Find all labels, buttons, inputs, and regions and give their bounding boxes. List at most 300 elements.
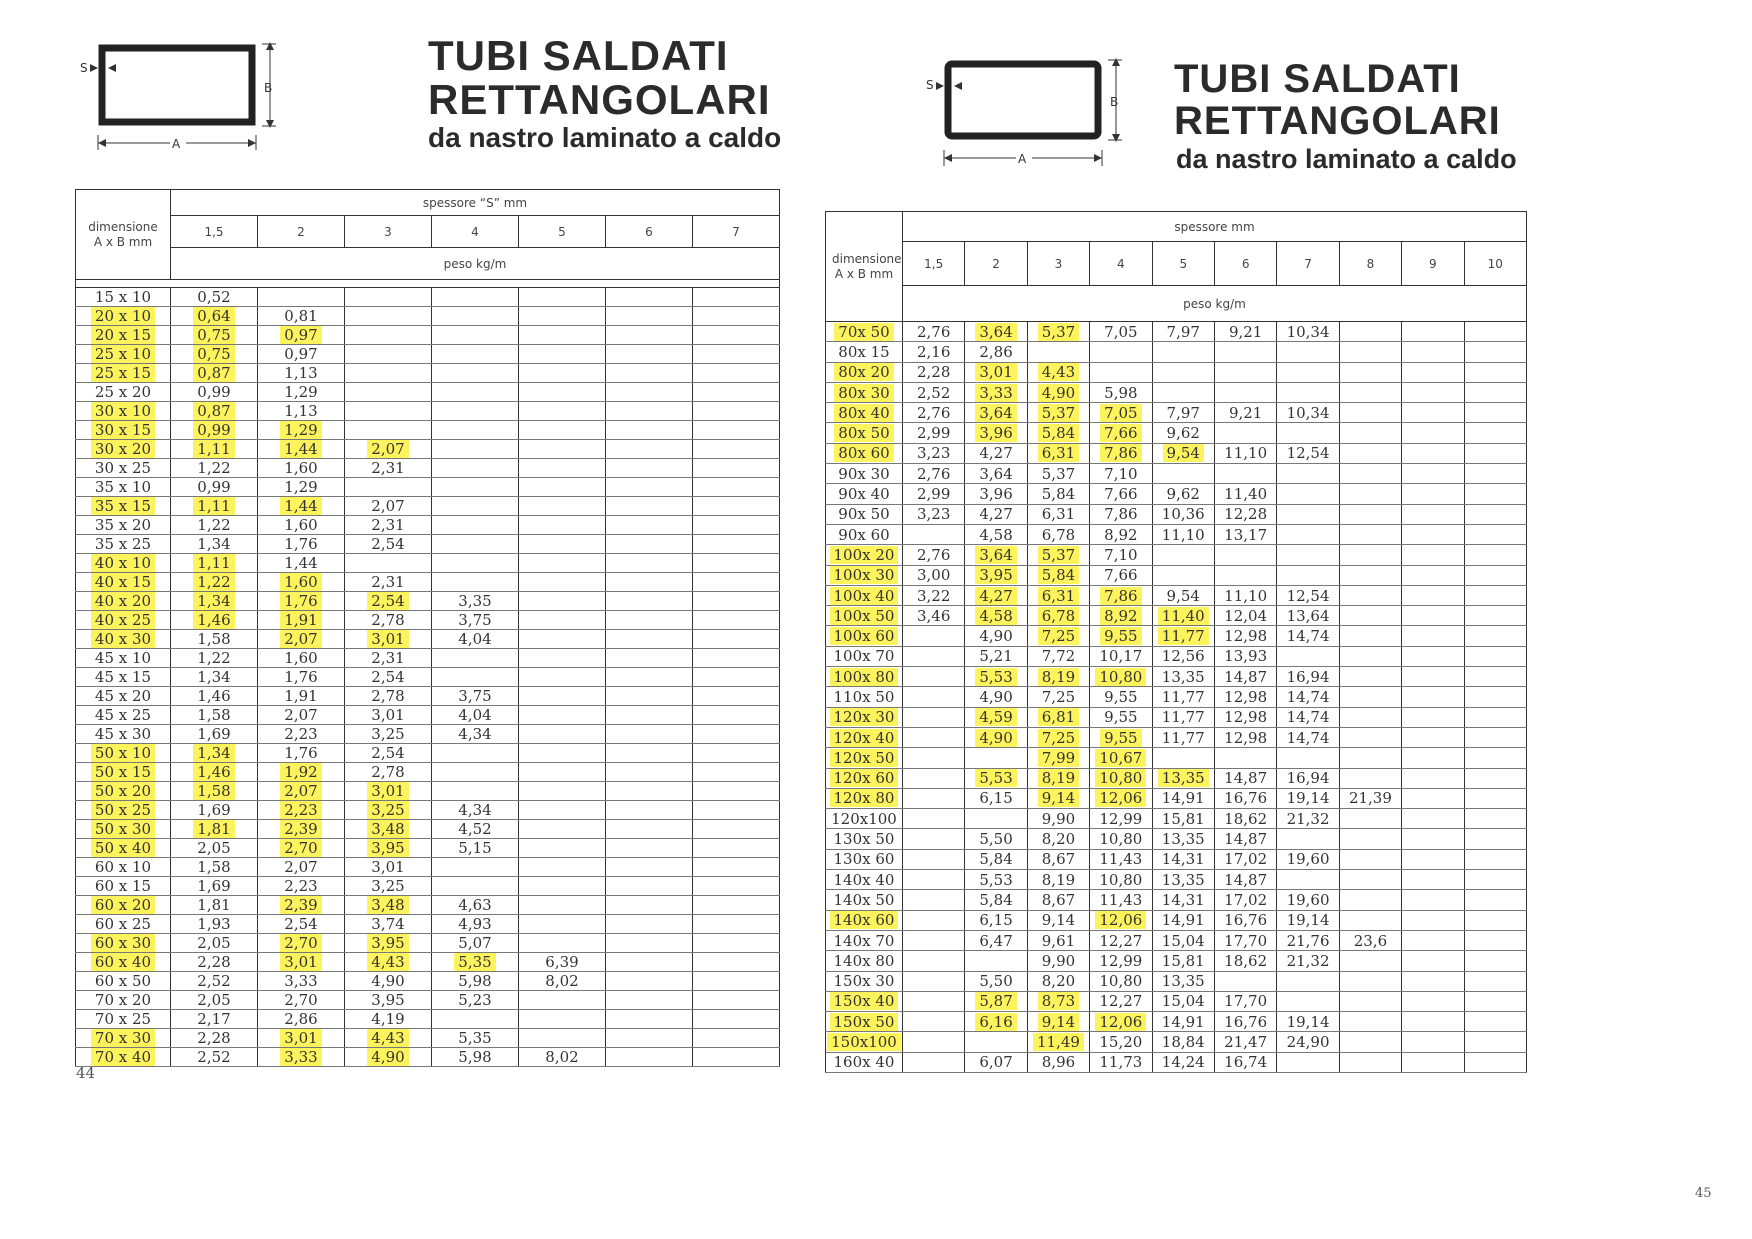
dimension-value: 150x 30: [833, 972, 895, 991]
weight-cell: [965, 585, 1027, 605]
weight-value: 9,61: [1041, 931, 1076, 950]
weight-cell: [1090, 524, 1152, 544]
weight-value: 11,43: [1099, 850, 1143, 869]
weight-cell: [606, 687, 693, 706]
weight-cell: [693, 288, 780, 307]
weight-value: 2,07: [367, 440, 408, 458]
weight-cell: [258, 877, 345, 896]
weight-cell: [965, 403, 1027, 423]
weight-cell: [965, 342, 1027, 362]
weight-cell: [519, 535, 606, 554]
weight-cell: [1464, 403, 1526, 423]
weight-value: 7,66: [1104, 485, 1138, 504]
page-number: 44: [76, 1064, 96, 1082]
table-row: [826, 707, 1527, 727]
weight-cell: [432, 934, 519, 953]
weight-cell: [1402, 727, 1464, 747]
weight-value: 3,01: [367, 782, 408, 800]
dimension-value: 90x 60: [838, 525, 890, 544]
weight-cell: [432, 288, 519, 307]
weight-value: 19,14: [1286, 789, 1330, 808]
weight-cell: [903, 829, 965, 849]
weight-cell: [1277, 504, 1339, 524]
weight-cell: [1090, 748, 1152, 768]
weight-cell: [1277, 930, 1339, 950]
dimension-cell: [826, 646, 903, 666]
weight-cell: [1277, 727, 1339, 747]
weight-value: 0,99: [193, 421, 234, 439]
weight-cell: [1464, 443, 1526, 463]
weight-value: 3,01: [975, 363, 1016, 381]
weight-cell: [171, 1010, 258, 1029]
dimension-value: 45 x 15: [94, 668, 152, 686]
weight-cell: [258, 706, 345, 725]
weight-value: 12,04: [1224, 606, 1268, 625]
dimension-value: 100x 40: [830, 587, 899, 605]
weight-cell: [345, 763, 432, 782]
weight-value: 8,73: [1038, 992, 1079, 1010]
weight-cell: [1214, 910, 1276, 930]
weight-cell: [345, 1010, 432, 1029]
weight-cell: [965, 768, 1027, 788]
weight-cell: [1152, 565, 1214, 585]
table-row: [76, 725, 780, 744]
weight-cell: [606, 288, 693, 307]
weight-cell: [965, 464, 1027, 484]
weight-cell: [171, 687, 258, 706]
weight-cell: [519, 440, 606, 459]
dimension-cell: [826, 727, 903, 747]
weight-cell: [965, 322, 1027, 342]
table-row: [826, 687, 1527, 707]
weight-cell: [693, 877, 780, 896]
table-row: [826, 342, 1527, 362]
weight-value: 1,13: [284, 364, 318, 382]
weight-cell: [1090, 1012, 1152, 1032]
weight-value: 6,78: [1041, 525, 1076, 544]
dimension-value: 70 x 20: [94, 991, 152, 1009]
dimension-cell: [76, 877, 171, 896]
weight-value: 8,02: [545, 1048, 579, 1066]
weight-value: 9,90: [1041, 951, 1076, 970]
weight-cell: [1152, 646, 1214, 666]
weight-cell: [1402, 545, 1464, 565]
dimension-value: 35 x 10: [94, 478, 152, 496]
weight-value: 1,46: [193, 611, 234, 629]
weight-cell: [258, 839, 345, 858]
weight-cell: [1402, 829, 1464, 849]
weight-cell: [258, 915, 345, 934]
weight-cell: [606, 820, 693, 839]
weight-value: 9,21: [1228, 403, 1263, 422]
weight-cell: [965, 890, 1027, 910]
table-row: [76, 573, 780, 592]
weight-cell: [1464, 423, 1526, 443]
thickness-column-header: 4: [432, 216, 519, 248]
weight-cell: [519, 820, 606, 839]
weight-value: 4,93: [458, 915, 492, 933]
dimension-cell: [826, 403, 903, 423]
weight-value: 2,23: [284, 725, 318, 743]
weight-cell: [171, 839, 258, 858]
weight-cell: [1027, 646, 1089, 666]
weight-value: 8,19: [1041, 870, 1076, 889]
weight-cell: [606, 668, 693, 687]
weight-value: 4,27: [975, 587, 1016, 605]
weight-cell: [1214, 809, 1276, 829]
weight-cell: [1277, 667, 1339, 687]
weight-cell: [171, 307, 258, 326]
dimension-cell: [826, 930, 903, 950]
table-row: [826, 748, 1527, 768]
dimension-value: 60 x 20: [91, 896, 155, 914]
dimension-cell: [826, 362, 903, 382]
thickness-column-header: 9: [1402, 242, 1464, 286]
weight-cell: [1027, 768, 1089, 788]
dimension-cell: [76, 972, 171, 991]
weight-cell: [1277, 423, 1339, 443]
weight-cell: [1214, 951, 1276, 971]
label-a: A: [172, 137, 181, 151]
weight-value: 9,62: [1166, 424, 1200, 443]
weight-table: [825, 211, 1527, 1073]
weight-cell: [1339, 788, 1401, 808]
weight-value: 11,77: [1161, 708, 1205, 727]
table-row: [826, 890, 1527, 910]
weight-cell: [1339, 545, 1401, 565]
dimension-cell: [76, 763, 171, 782]
table-row: [826, 464, 1527, 484]
weight-cell: [519, 877, 606, 896]
weight-cell: [345, 820, 432, 839]
weight-cell: [258, 896, 345, 915]
dimension-value: 80x 30: [834, 384, 893, 402]
dimension-value: 120x 50: [830, 749, 899, 767]
weight-cell: [1027, 910, 1089, 930]
weight-cell: [1464, 1052, 1526, 1072]
weight-value: 4,04: [458, 706, 492, 724]
dimension-cell: [76, 725, 171, 744]
weight-cell: [519, 592, 606, 611]
weight-value: 3,01: [280, 953, 321, 971]
weight-cell: [903, 362, 965, 382]
weight-cell: [1027, 545, 1089, 565]
weight-value: 13,17: [1224, 525, 1268, 544]
table-row: [76, 668, 780, 687]
weight-cell: [903, 1012, 965, 1032]
weight-cell: [1277, 849, 1339, 869]
weight-value: 5,87: [975, 992, 1016, 1010]
dimension-cell: [76, 459, 171, 478]
weight-cell: [1027, 423, 1089, 443]
table-row: [826, 809, 1527, 829]
weight-value: 1,60: [284, 649, 318, 667]
table-row: [826, 403, 1527, 423]
weight-value: 1,29: [284, 478, 318, 496]
weight-value: 5,21: [979, 647, 1013, 666]
weight-cell: [432, 1048, 519, 1067]
dimension-cell: [826, 504, 903, 524]
weight-cell: [1464, 322, 1526, 342]
weight-cell: [1464, 606, 1526, 626]
weight-cell: [1152, 748, 1214, 768]
weight-cell: [1339, 606, 1401, 626]
dimension-cell: [826, 870, 903, 890]
thickness-column-header: 1,5: [171, 216, 258, 248]
dimension-cell: [76, 649, 171, 668]
weight-cell: [903, 464, 965, 484]
thickness-column-header: 5: [1152, 242, 1214, 286]
weight-cell: [345, 421, 432, 440]
weight-cell: [1277, 951, 1339, 971]
weight-cell: [606, 991, 693, 1010]
weight-cell: [345, 535, 432, 554]
dimension-cell: [826, 748, 903, 768]
weight-value: 1,44: [280, 497, 321, 515]
weight-value: 11,73: [1099, 1053, 1143, 1072]
weight-cell: [965, 707, 1027, 727]
weight-cell: [693, 934, 780, 953]
weight-value: 21,76: [1286, 931, 1330, 950]
weight-value: 11,40: [1224, 485, 1268, 504]
dimension-value: 150x 40: [830, 992, 899, 1010]
weight-value: 0,99: [197, 478, 231, 496]
weight-cell: [258, 440, 345, 459]
weight-cell: [519, 915, 606, 934]
weight-cell: [1402, 951, 1464, 971]
weight-value: 4,90: [1038, 384, 1079, 402]
dimension-value: 50 x 40: [91, 839, 155, 857]
dimension-value: 20 x 10: [91, 307, 155, 325]
weight-cell: [1339, 707, 1401, 727]
weight-cell: [432, 744, 519, 763]
weight-cell: [1090, 707, 1152, 727]
table-row: [826, 870, 1527, 890]
weight-value: 1,46: [193, 763, 234, 781]
dimension-value: 60 x 40: [91, 953, 155, 971]
weight-value: 1,44: [284, 554, 318, 572]
weight-cell: [1402, 849, 1464, 869]
weight-cell: [606, 744, 693, 763]
weight-cell: [965, 991, 1027, 1011]
weight-value: 6,16: [975, 1013, 1016, 1031]
weight-cell: [1277, 991, 1339, 1011]
thickness-column-header: 5: [519, 216, 606, 248]
weight-cell: [1214, 545, 1276, 565]
weight-value: 9,62: [1166, 485, 1200, 504]
weight-cell: [965, 667, 1027, 687]
dimension-cell: [826, 667, 903, 687]
weight-cell: [345, 630, 432, 649]
dimension-cell: [76, 744, 171, 763]
weight-cell: [345, 858, 432, 877]
weight-cell: [1402, 768, 1464, 788]
weight-cell: [1464, 687, 1526, 707]
weight-value: 1,60: [280, 573, 321, 591]
weight-cell: [171, 345, 258, 364]
weight-value: 4,27: [979, 444, 1013, 463]
weight-cell: [1152, 464, 1214, 484]
dimension-value: 120x 60: [830, 769, 899, 787]
weight-value: 1,29: [284, 383, 318, 401]
weight-cell: [693, 554, 780, 573]
thickness-column-header: 2: [965, 242, 1027, 286]
weight-cell: [693, 1048, 780, 1067]
weight-cell: [965, 1052, 1027, 1072]
weight-cell: [606, 497, 693, 516]
weight-value: 8,02: [545, 972, 579, 990]
weight-cell: [1090, 768, 1152, 788]
weight-cell: [432, 706, 519, 725]
weight-cell: [519, 763, 606, 782]
weight-value: 6,07: [979, 1053, 1013, 1072]
weight-value: 2,76: [916, 545, 951, 564]
weight-cell: [903, 727, 965, 747]
weight-value: 4,90: [979, 627, 1013, 646]
weight-value: 5,35: [454, 953, 495, 971]
weight-value: 2,76: [916, 403, 951, 422]
weight-cell: [1402, 748, 1464, 768]
weight-value: 14,31: [1161, 850, 1205, 869]
table-row: [826, 991, 1527, 1011]
thickness-column-header: 7: [1277, 242, 1339, 286]
table-row: [76, 839, 780, 858]
dimension-value: 120x 30: [830, 708, 899, 726]
weight-cell: [171, 611, 258, 630]
weight-cell: [1402, 809, 1464, 829]
weight-cell: [693, 326, 780, 345]
weight-value: 12,27: [1099, 992, 1143, 1011]
weight-value: 2,70: [280, 839, 321, 857]
table-row: [76, 478, 780, 497]
weight-cell: [965, 849, 1027, 869]
weight-cell: [432, 972, 519, 991]
weight-cell: [903, 484, 965, 504]
weight-cell: [1090, 910, 1152, 930]
dimension-cell: [76, 915, 171, 934]
weight-cell: [171, 383, 258, 402]
table-row: [76, 744, 780, 763]
weight-cell: [606, 554, 693, 573]
weight-cell: [1027, 565, 1089, 585]
weight-value: 7,86: [1100, 587, 1141, 605]
weight-cell: [1027, 524, 1089, 544]
dimension-cell: [826, 890, 903, 910]
weight-cell: [519, 725, 606, 744]
weight-value: 2,23: [280, 801, 321, 819]
weight-cell: [432, 364, 519, 383]
weight-cell: [171, 440, 258, 459]
weight-value: 2,05: [197, 839, 231, 857]
weight-cell: [606, 307, 693, 326]
dimension-cell: [826, 443, 903, 463]
weight-value: 5,98: [1104, 383, 1138, 402]
weight-value: 1,58: [197, 706, 231, 724]
weight-value: 14,87: [1224, 830, 1268, 849]
weight-cell: [432, 896, 519, 915]
weight-cell: [432, 858, 519, 877]
weight-cell: [965, 423, 1027, 443]
weight-cell: [345, 649, 432, 668]
weight-value: 2,28: [197, 953, 231, 971]
weight-cell: [1152, 809, 1214, 829]
dimension-value: 160x 40: [833, 1053, 895, 1072]
weight-cell: [965, 484, 1027, 504]
table-row: [826, 1052, 1527, 1072]
weight-cell: [903, 849, 965, 869]
weight-cell: [1090, 809, 1152, 829]
dimension-cell: [76, 611, 171, 630]
dimension-value: 100x 70: [833, 647, 895, 666]
dimension-value: 100x 20: [830, 546, 899, 564]
dimension-cell: [826, 991, 903, 1011]
weight-cell: [1277, 342, 1339, 362]
dimension-value: 80x 50: [834, 424, 893, 442]
weight-cell: [258, 744, 345, 763]
dimension-cell: [76, 402, 171, 421]
table-row: [76, 440, 780, 459]
weight-cell: [1339, 870, 1401, 890]
dimension-value: 70 x 25: [94, 1010, 152, 1028]
weight-cell: [965, 727, 1027, 747]
weight-value: 12,06: [1095, 789, 1146, 807]
dimension-cell: [826, 768, 903, 788]
weight-cell: [693, 497, 780, 516]
weight-cell: [1339, 890, 1401, 910]
weight-cell: [171, 402, 258, 421]
weight-cell: [1339, 322, 1401, 342]
dimension-cell: [76, 801, 171, 820]
weight-cell: [903, 1032, 965, 1052]
weight-cell: [258, 345, 345, 364]
weight-cell: [693, 478, 780, 497]
weight-cell: [1402, 1052, 1464, 1072]
weight-value: 4,63: [458, 896, 492, 914]
weight-cell: [903, 971, 965, 991]
weight-cell: [1152, 829, 1214, 849]
weight-cell: [606, 1010, 693, 1029]
table-row: [76, 763, 780, 782]
weight-cell: [606, 421, 693, 440]
dimension-cell: [76, 687, 171, 706]
weight-cell: [519, 858, 606, 877]
weight-cell: [345, 326, 432, 345]
weight-cell: [519, 402, 606, 421]
weight-cell: [1027, 951, 1089, 971]
weight-cell: [1464, 667, 1526, 687]
weight-value: 1,93: [197, 915, 231, 933]
page-title: [428, 34, 771, 122]
weight-value: 3,95: [367, 839, 408, 857]
weight-value: 10,34: [1286, 322, 1330, 341]
weight-cell: [606, 706, 693, 725]
weight-value: 15,04: [1161, 992, 1205, 1011]
weight-cell: [903, 748, 965, 768]
weight-cell: [519, 839, 606, 858]
table-row: [826, 626, 1527, 646]
weight-cell: [1152, 910, 1214, 930]
dimension-value: 45 x 25: [94, 706, 152, 724]
weight-value: 3,64: [975, 323, 1016, 341]
weight-cell: [519, 934, 606, 953]
dimension-cell: [76, 288, 171, 307]
weight-value: 5,84: [979, 850, 1013, 869]
weight-cell: [1027, 930, 1089, 950]
table-row: [76, 649, 780, 668]
weight-value: 3,23: [916, 444, 951, 463]
weight-cell: [1152, 545, 1214, 565]
weight-value: 0,75: [193, 326, 234, 344]
